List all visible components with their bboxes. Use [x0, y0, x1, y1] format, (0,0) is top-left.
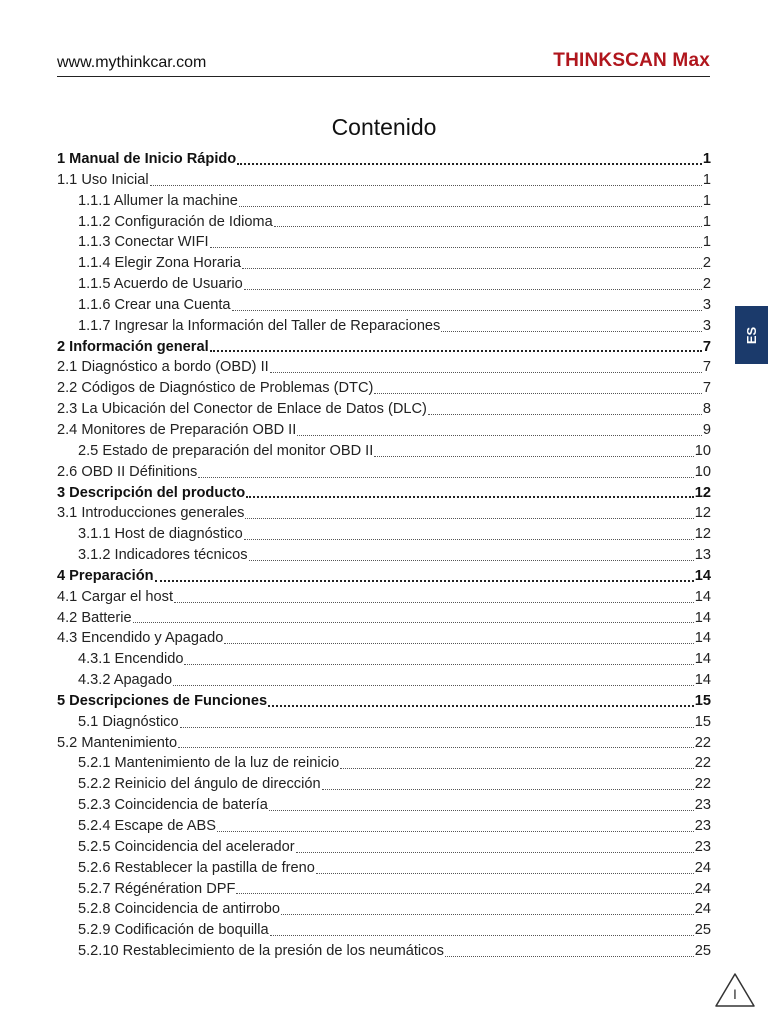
toc-entry-page: 14 [694, 609, 711, 626]
toc-entry[interactable] [57, 316, 711, 337]
toc-entry[interactable] [57, 170, 711, 191]
toc-entry-label: 4.3 Encendido y Apagado [57, 630, 224, 647]
toc-leader-dots [244, 539, 694, 540]
toc-entry-label: 1.1.3 Conectar WIFI [78, 234, 209, 251]
toc-entry-label: 4 Preparación [57, 567, 154, 584]
toc-entry-label: 3.1.1 Host de diagnóstico [78, 526, 243, 543]
toc-entry-label: 2.6 OBD II Définitions [57, 463, 198, 480]
toc-leader-dots [281, 914, 694, 915]
toc-entry-label: 4.3.1 Encendido [78, 651, 184, 668]
toc-entry-label: 5.1 Diagnóstico [78, 713, 179, 730]
toc-entry-page: 10 [694, 463, 711, 480]
toc-leader-dots [246, 496, 694, 498]
toc-leader-dots [270, 372, 702, 373]
toc-entry-label: 5.2 Mantenimiento [57, 734, 178, 751]
toc-entry-label: 5.2.2 Reinicio del ángulo de dirección [78, 776, 321, 793]
toc-entry[interactable] [57, 941, 711, 962]
toc-leader-dots [155, 580, 694, 582]
toc-leader-dots [210, 247, 702, 248]
toc-entry[interactable] [57, 774, 711, 795]
toc-entry[interactable] [57, 816, 711, 837]
toc-entry-page: 3 [702, 317, 711, 334]
toc-entry-label: 1.1.1 Allumer la machine [78, 192, 238, 209]
toc-entry-label: 5.2.1 Mantenimiento de la luz de reinicio [78, 755, 340, 772]
toc-entry-label: 5.2.4 Escape de ABS [78, 818, 216, 834]
toc-entry-label: 3 Descripción del producto [57, 484, 246, 501]
toc-leader-dots [232, 310, 702, 311]
toc-entry-label: 2.3 La Ubicación del Conector de Enlace de Datos (DLC) [57, 401, 427, 418]
toc-entry-label: 2.1 Diagnóstico a bordo (OBD) II [57, 359, 269, 376]
toc-entry-label: 2.4 Monitores de Preparación OBD II [57, 421, 297, 438]
toc-leader-dots [244, 289, 702, 290]
toc-leader-dots [210, 350, 702, 352]
toc-entry-label: 4.2 Batterie [57, 609, 132, 626]
toc-entry[interactable] [57, 753, 711, 774]
toc-entry-label: 1.1.2 Configuración de Idioma [78, 213, 273, 230]
toc-entry-label: 5.2.7 Régénération DPF [78, 880, 236, 897]
toc-leader-dots [270, 935, 694, 936]
toc-entry[interactable] [57, 608, 711, 629]
toc-leader-dots [173, 685, 694, 686]
toc-entry-page: 12 [694, 526, 711, 543]
toc-entry-page: 14 [694, 630, 711, 647]
toc-entry-label: 4.3.2 Apagado [78, 672, 173, 689]
toc-entry-page: 13 [694, 547, 711, 564]
toc-entry-label: 1.1 Uso Inicial [57, 171, 149, 188]
toc-entry-label: 5.2.8 Coincidencia de antirrobo [78, 901, 281, 918]
toc-entry-label: 5.2.9 Codificación de boquilla [78, 922, 269, 939]
toc-leader-dots [296, 852, 694, 853]
toc-entry[interactable] [57, 858, 711, 879]
toc-entry-page: 12 [694, 484, 711, 501]
toc-leader-dots [184, 664, 693, 665]
toc-leader-dots [236, 893, 693, 894]
toc-entry-page: 7 [702, 338, 711, 355]
toc-entry-page: 25 [694, 943, 711, 960]
toc-leader-dots [245, 518, 693, 519]
page-header [57, 48, 710, 77]
toc-entry-label: 3.1.2 Indicadores técnicos [78, 547, 248, 564]
toc-entry-page: 1 [702, 213, 711, 230]
toc-leader-dots [322, 789, 694, 790]
page-title: Contenido [331, 114, 437, 140]
toc-leader-dots [316, 873, 694, 874]
toc-entry[interactable] [57, 837, 711, 858]
toc-entry[interactable] [57, 587, 711, 608]
toc-entry[interactable] [57, 274, 711, 295]
toc-leader-dots [374, 456, 693, 457]
toc-entry-page: 14 [694, 588, 711, 605]
brand-name: THINKSCAN Max [553, 50, 710, 71]
toc-leader-dots [428, 414, 702, 415]
toc-leader-dots [150, 185, 702, 186]
toc-leader-dots [217, 831, 694, 832]
toc-entry[interactable] [57, 670, 711, 691]
toc-entry-page: 9 [702, 421, 711, 438]
toc-entry-page: 7 [702, 380, 711, 397]
website-url[interactable]: www.mythinkcar.com [57, 54, 207, 71]
toc-entry-page: 23 [694, 838, 711, 855]
toc-leader-dots [445, 956, 694, 957]
toc-entry[interactable] [57, 357, 711, 378]
toc-entry[interactable] [57, 879, 711, 900]
toc-entry[interactable] [57, 566, 711, 587]
toc-entry-page: 14 [694, 672, 711, 689]
toc-entry-page: 1 [702, 151, 711, 167]
toc-leader-dots [268, 705, 694, 707]
toc-entry-label: 5.2.3 Coincidencia de batería [78, 797, 268, 814]
toc-entry[interactable] [57, 795, 711, 816]
toc-leader-dots [237, 163, 702, 165]
toc-entry[interactable] [57, 628, 711, 649]
footer-page-label: I [733, 986, 737, 1002]
toc-entry-page: 24 [694, 901, 711, 918]
toc-entry-label: 5 Descripciones de Funciones [57, 692, 268, 709]
toc-entry-page: 14 [694, 651, 711, 668]
toc-leader-dots [178, 747, 694, 748]
toc-entry[interactable] [57, 524, 711, 545]
toc-entry-page: 12 [694, 505, 711, 522]
toc-entry[interactable] [57, 503, 711, 524]
toc-entry-page: 22 [694, 734, 711, 751]
toc-leader-dots [274, 226, 702, 227]
toc-entry-page: 1 [702, 234, 711, 251]
toc-entry-page: 23 [694, 797, 711, 814]
toc-entry-page: 3 [702, 296, 711, 313]
toc-entry-page: 15 [694, 692, 711, 709]
toc-leader-dots [174, 602, 694, 603]
toc-entry[interactable] [57, 441, 711, 462]
toc-entry-label: 1.1.7 Ingresar la Información del Taller de Reparaciones [78, 317, 441, 334]
toc-leader-dots [374, 393, 702, 394]
toc-entry-page: 10 [694, 442, 711, 459]
toc-entry[interactable] [57, 899, 711, 920]
warning-triangle-icon [714, 972, 756, 1008]
toc-entry-label: 1.1.5 Acuerdo de Usuario [78, 276, 243, 293]
toc-entry[interactable] [57, 212, 711, 233]
toc-entry[interactable] [57, 920, 711, 941]
toc-entry-page: 22 [694, 755, 711, 772]
toc-entry-page: 7 [702, 359, 711, 376]
toc-entry-label: 5.2.6 Restablecer la pastilla de freno [78, 859, 315, 876]
toc-entry[interactable] [57, 232, 711, 253]
toc-entry[interactable] [57, 649, 711, 670]
toc-entry-page: 1 [702, 171, 711, 188]
toc-entry-label: 4.1 Cargar el host [57, 588, 174, 605]
toc-entry-label: 1 Manual de Inicio Rápido [57, 151, 237, 167]
toc-entry-page: 14 [694, 567, 711, 584]
toc-entry[interactable] [57, 399, 711, 420]
toc-entry-label: 2.5 Estado de preparación del monitor OBD II [78, 442, 374, 459]
toc-leader-dots [340, 768, 694, 769]
toc-entry-page: 24 [694, 859, 711, 876]
toc-entry-page: 25 [694, 922, 711, 939]
language-tab[interactable] [735, 306, 768, 364]
toc-leader-dots [242, 268, 702, 269]
toc-leader-dots [269, 810, 694, 811]
toc-entry-label: 5.2.10 Restablecimiento de la presión de los neumáticos [78, 943, 444, 960]
toc-entry-page: 15 [694, 713, 711, 730]
toc-entry-label: 1.1.4 Elegir Zona Horaria [78, 255, 242, 272]
toc-entry-page: 23 [694, 818, 711, 834]
toc-entry-page: 1 [702, 192, 711, 209]
toc-entry[interactable] [57, 191, 711, 212]
toc-entry-label: 2 Información general [57, 338, 209, 355]
toc-entry[interactable] [57, 420, 711, 441]
toc-entry[interactable] [57, 337, 711, 358]
toc-leader-dots [441, 331, 702, 332]
toc-leader-dots [198, 477, 693, 478]
toc-leader-dots [297, 435, 702, 436]
toc-entry[interactable] [57, 545, 711, 566]
toc-entry-page: 24 [694, 880, 711, 897]
toc-entry-page: 2 [702, 276, 711, 293]
toc-entry-label: 5.2.5 Coincidencia del acelerador [78, 838, 295, 855]
toc-entry[interactable] [57, 378, 711, 399]
toc-entry[interactable] [57, 295, 711, 316]
toc-entry-label: 3.1 Introducciones generales [57, 505, 245, 522]
toc-entry[interactable] [57, 253, 711, 274]
toc-entry-label: 1.1.6 Crear una Cuenta [78, 296, 231, 313]
toc-leader-dots [239, 206, 702, 207]
toc-entry[interactable] [57, 712, 711, 733]
language-tab-label: ES [744, 326, 759, 344]
toc-leader-dots [133, 622, 694, 623]
toc-entry[interactable] [57, 149, 711, 170]
toc-leader-dots [249, 560, 694, 561]
toc-entry[interactable] [57, 691, 711, 712]
toc-leader-dots [224, 643, 693, 644]
toc-entry-page: 8 [702, 401, 711, 418]
toc-entry-page: 22 [694, 776, 711, 793]
toc-entry-page: 2 [702, 255, 711, 272]
toc-entry[interactable] [57, 483, 711, 504]
toc-entry[interactable] [57, 462, 711, 483]
toc-entry-label: 2.2 Códigos de Diagnóstico de Problemas (DTC) [57, 380, 374, 397]
toc-leader-dots [180, 727, 694, 728]
toc-entry[interactable] [57, 733, 711, 754]
table-of-contents [57, 149, 711, 962]
